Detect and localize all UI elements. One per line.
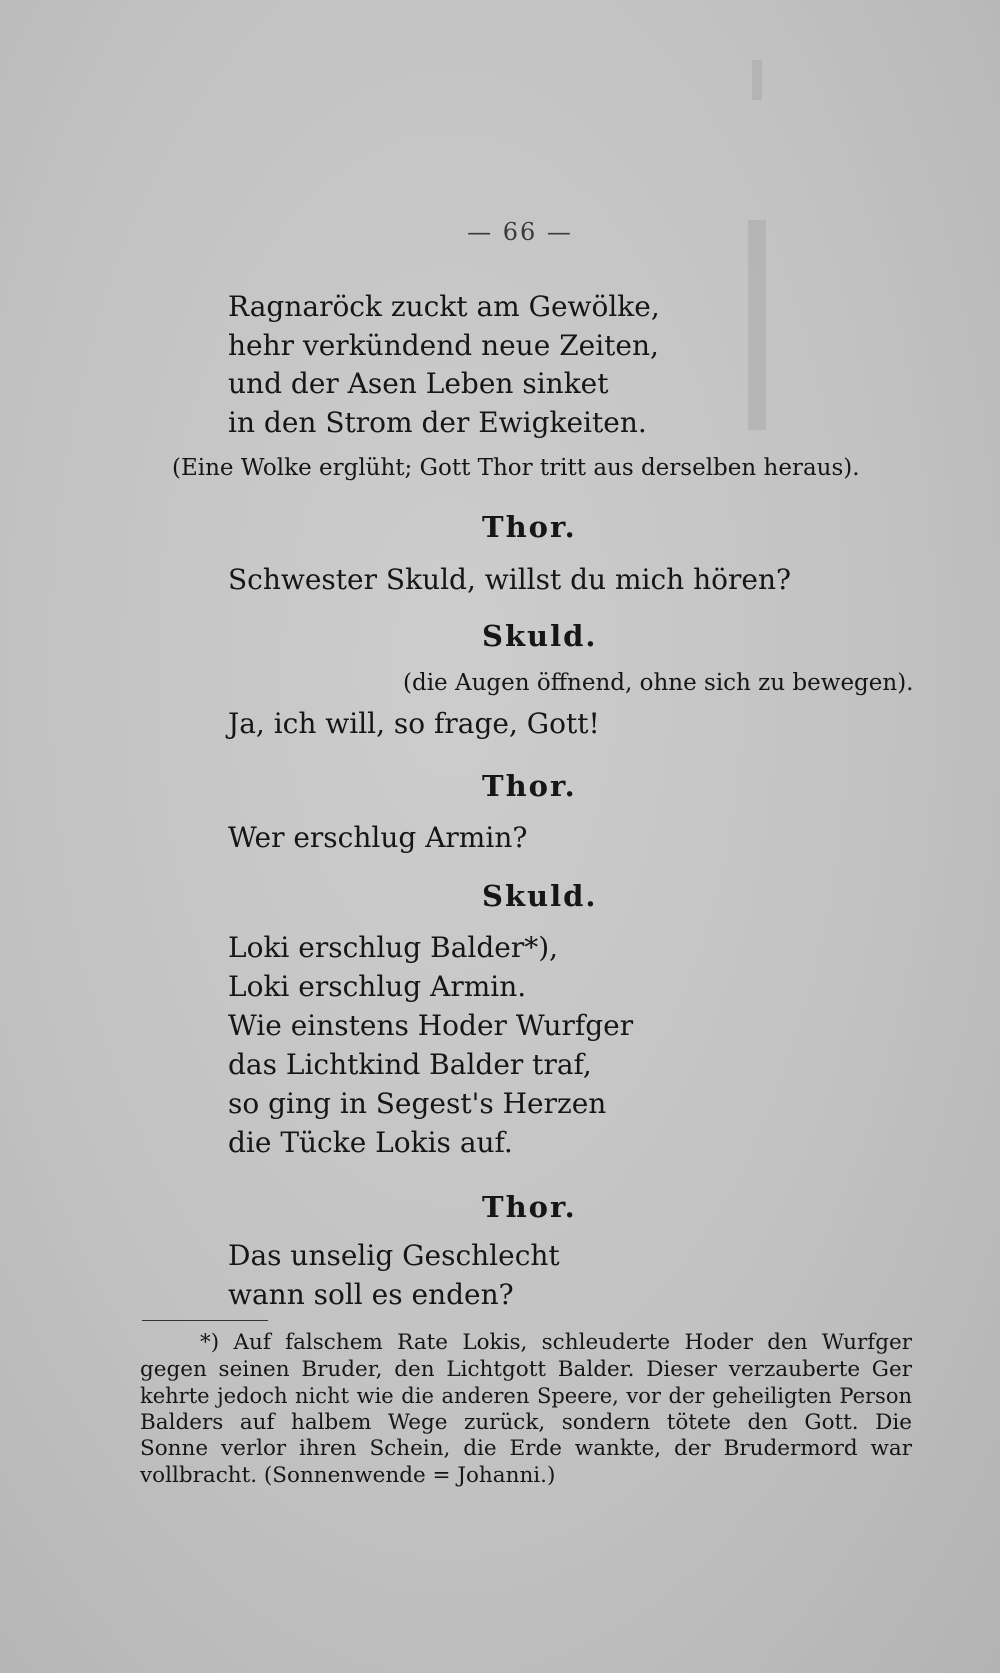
speaker-name: Thor. — [482, 769, 577, 803]
speaker-name: Skuld. — [482, 879, 598, 913]
verse-line: Das unselig Geschlecht — [228, 1239, 560, 1272]
footnote-line: Balders auf halbem Wege zurück, sondern tötete den Gott. Die — [140, 1409, 912, 1435]
dialogue-line: Schwester Skuld, willst du mich hören? — [228, 563, 791, 596]
verse-line: in den Strom der Ewigkeiten. — [228, 406, 647, 439]
stage-direction: (die Augen öffnend, ohne sich zu bewegen). — [403, 670, 914, 696]
footnote-line: *) Auf falschem Rate Lokis, schleuderte Hoder den Wurfger — [200, 1330, 912, 1355]
verse-line: das Lichtkind Balder traf, — [228, 1048, 592, 1081]
verse-line: wann soll es enden? — [228, 1278, 514, 1311]
verse-line: Ragnaröck zuckt am Gewölke, — [228, 290, 660, 323]
verse-line: die Tücke Lokis auf. — [228, 1126, 513, 1159]
verse-line: Wie einstens Hoder Wurfger — [228, 1009, 634, 1042]
footnote-line: Sonne verlor ihren Schein, die Erde wankte, der Brudermord war — [140, 1436, 912, 1461]
speaker-name: Thor. — [482, 1190, 577, 1224]
footnote-line: kehrte jedoch nicht wie die anderen Speere, vor der geheiligten Person — [140, 1384, 912, 1408]
dialogue-line: Ja, ich will, so frage, Gott! — [228, 707, 600, 740]
footnote-rule — [142, 1320, 268, 1321]
page-number: — 66 — — [467, 218, 573, 246]
verse-line: und der Asen Leben sinket — [228, 367, 609, 400]
dialogue-line: Wer erschlug Armin? — [228, 821, 528, 854]
footnote — [140, 1330, 912, 1489]
verse-line: so ging in Segest's Herzen — [228, 1087, 607, 1120]
verse-line: Loki erschlug Balder*), — [228, 931, 559, 964]
verse-line: Loki erschlug Armin. — [228, 970, 527, 1003]
speaker-name: Thor. — [482, 510, 577, 544]
footnote-line: gegen seinen Bruder, den Lichtgott Balder. Dieser verzauberte Ger — [140, 1356, 912, 1382]
bleed-through-mark — [752, 60, 762, 100]
footnote-line: vollbracht. (Sonnenwende = Johanni.) — [140, 1462, 556, 1488]
stage-direction: (Eine Wolke erglüht; Gott Thor tritt aus derselben heraus). — [172, 455, 860, 481]
verse-line: hehr verkündend neue Zeiten, — [228, 329, 659, 362]
speaker-name: Skuld. — [482, 619, 598, 653]
bleed-through-mark — [748, 220, 766, 430]
